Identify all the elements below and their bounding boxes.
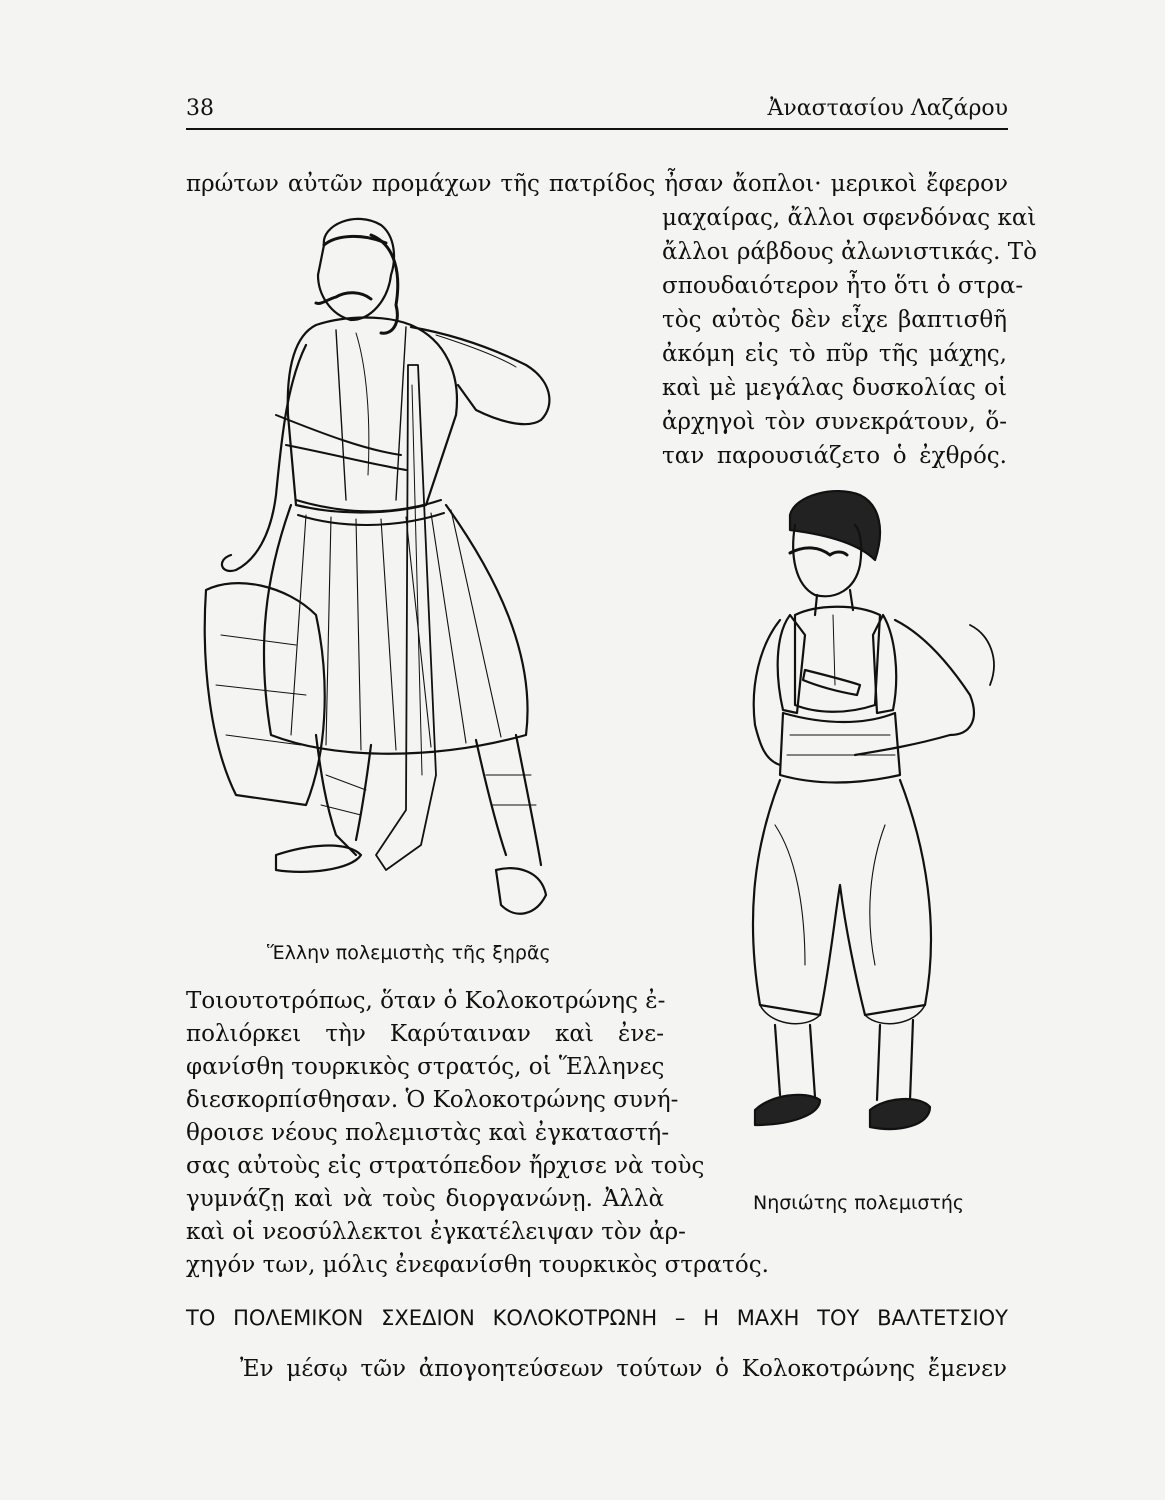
right-column-line: μαχαίρας, ἄλλοι σφενδόνας καὶ <box>662 205 1037 231</box>
left-column-line: πολιόρκει τὴν Καρύταιναν καὶ ἐνε- <box>186 1021 664 1047</box>
left-column-line: καὶ οἱ νεοσύλλεκτοι ἐγκατέλειψαν τὸν ἀρ- <box>186 1219 686 1245</box>
left-column-line: γυμνάζῃ καὶ νὰ τοὺς διοργανώνῃ. Ἀλλὰ <box>186 1186 664 1212</box>
illustration-island-warrior <box>735 485 1000 1170</box>
page-number: 38 <box>186 96 214 121</box>
left-column-line: Τοιουτοτρόπως, ὅταν ὁ Κολοκοτρώνης ἐ- <box>186 988 666 1014</box>
top-text-line: πρώτων αὐτῶν προμάχων τῆς πατρίδος ἦσαν ἄοπλοι· μερικοὶ ἔφερον <box>186 171 1008 197</box>
right-column-line: σπουδαιότερον ἦτο ὅτι ὁ στρα- <box>662 273 1024 299</box>
header-rule <box>186 128 1008 130</box>
left-column-line: σας αὐτοὺς εἰς στρατόπεδον ἤρχισε νὰ τοὺς <box>186 1153 705 1179</box>
left-column-line: χηγόν των, μόλις ἐνεφανίσθη τουρκικὸς στρατός. <box>186 1252 769 1278</box>
right-column-line: καὶ μὲ μεγάλας δυσκολίας οἱ <box>662 375 1007 401</box>
right-column-line: ταν παρουσιάζετο ὁ ἐχθρός. <box>662 443 1007 469</box>
right-column-line: ἄλλοι ράβδους ἀλωνιστικάς. Τὸ <box>662 239 1037 265</box>
left-column-line: φανίσθη τουρκικὸς στρατός, οἱ Ἕλληνες <box>186 1054 665 1080</box>
left-column-line: διεσκορπίσθησαν. Ὁ Κολοκοτρώνης συνή- <box>186 1087 679 1113</box>
figure-caption-land-warrior: Ἕλλην πολεμιστὴς τῆς ξηρᾶς <box>267 942 551 964</box>
right-column-line: ἀκόμη εἰς τὸ πῦρ τῆς μάχης, <box>662 341 1007 367</box>
section-heading: ΤΟ ΠΟΛΕΜΙΚΟΝ ΣΧΕΔΙΟΝ ΚΟΛΟΚΟΤΡΩΝΗ – Η ΜΑΧΗ ΤΟΥ ΒΑΛΤΕΤΣΙΟΥ <box>186 1306 1008 1330</box>
figure-caption-island-warrior: Νησιώτης πολεμιστής <box>753 1192 965 1214</box>
page-header <box>186 96 1008 136</box>
illustration-land-warrior <box>196 215 596 930</box>
left-column-line: θροισε νέους πολεμιστὰς καὶ ἐγκαταστή- <box>186 1120 670 1146</box>
right-column-line: ἀρχηγοὶ τὸν συνεκράτουν, ὅ- <box>662 409 1007 435</box>
right-column-line: τὸς αὐτὸς δὲν εἶχε βαπτισθῆ <box>662 307 1007 333</box>
running-head: Ἀναστασίου Λαζάρου <box>767 96 1008 121</box>
paragraph-first-line: Ἐν μέσῳ τῶν ἀπογοητεύσεων τούτων ὁ Κολοκοτρώνης ἔμενεν <box>240 1356 1007 1382</box>
